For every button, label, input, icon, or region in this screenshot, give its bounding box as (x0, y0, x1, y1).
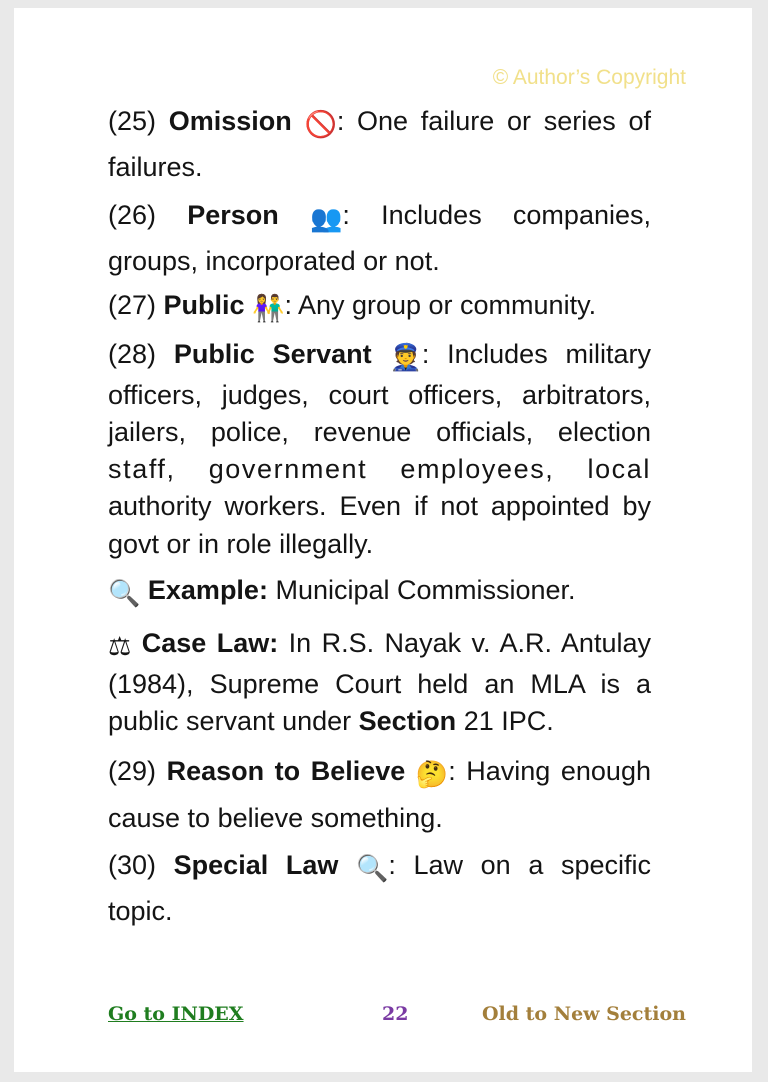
definition-text: : Includes companies, groups, incorporated or not. (108, 199, 651, 276)
example-text: Municipal Commissioner. (267, 574, 576, 605)
couple-icon: 👫 (252, 293, 285, 324)
definition-number: (29) (108, 756, 157, 787)
old-to-new-section-link[interactable]: Old to New Section (481, 1003, 686, 1025)
copyright-notice: © Author’s Copyright (492, 66, 686, 89)
definition-term: Public Servant (173, 338, 372, 369)
magnifier-icon: 🔍 (356, 854, 389, 885)
definition-term: Omission (168, 106, 292, 136)
definition-29 (108, 750, 651, 840)
definition-30 (108, 844, 651, 934)
go-to-index-link[interactable]: Go to INDEX (108, 1003, 244, 1025)
definition-text-end: authority workers. Even if not appointed by govt or in role illegally. (108, 491, 651, 559)
definition-text: : One failure or series of failures. (108, 106, 651, 183)
case-law-text-end: 21 IPC. (456, 706, 554, 737)
scales-icon: ⚖ (108, 632, 132, 663)
definition-text: : Any group or community. (284, 289, 597, 320)
definition-number: (26) (108, 199, 157, 230)
people-icon: 👥 (310, 203, 343, 234)
definition-number: (25) (108, 106, 157, 136)
case-law-label: Case Law: (141, 628, 279, 659)
definition-text: : Includes military officers, judges, court officers, arbitrators, jailers, police, revenue officials, election (108, 338, 651, 447)
police-officer-icon: 👮 (389, 342, 422, 373)
definition-text: : Having enough cause to believe something. (108, 756, 651, 833)
definition-term: Reason to Believe (166, 756, 406, 787)
case-law-section: Section (358, 706, 457, 737)
definition-term: Special Law (173, 850, 339, 881)
definition-28 (108, 336, 651, 563)
no-entry-icon: 🚫 (304, 110, 337, 140)
example-label: Example: (147, 574, 268, 605)
definition-26 (108, 194, 651, 284)
definitions-content (108, 100, 651, 934)
magnifier-icon: 🔍 (108, 578, 141, 609)
thinking-face-icon: 🤔 (415, 760, 449, 791)
definition-text: : Law on a specific topic. (108, 850, 651, 927)
definition-number: (30) (108, 850, 157, 881)
definition-number: (28) (108, 338, 157, 369)
page-number: 22 (382, 1003, 409, 1025)
definition-term: Person (187, 199, 279, 230)
definition-text-spaced: staff, government employees, local (108, 454, 651, 485)
document-page (14, 8, 752, 1072)
definition-27 (108, 284, 651, 330)
case-law-text: In R.S. Nayak v. A.R. Antulay (1984), Supreme Court held an MLA is a public servant under (108, 628, 651, 737)
definition-term: Public (163, 289, 245, 320)
definition-number: (27) (108, 289, 157, 320)
case-law (108, 625, 651, 740)
definition-25 (108, 100, 651, 190)
example-line (108, 569, 651, 615)
